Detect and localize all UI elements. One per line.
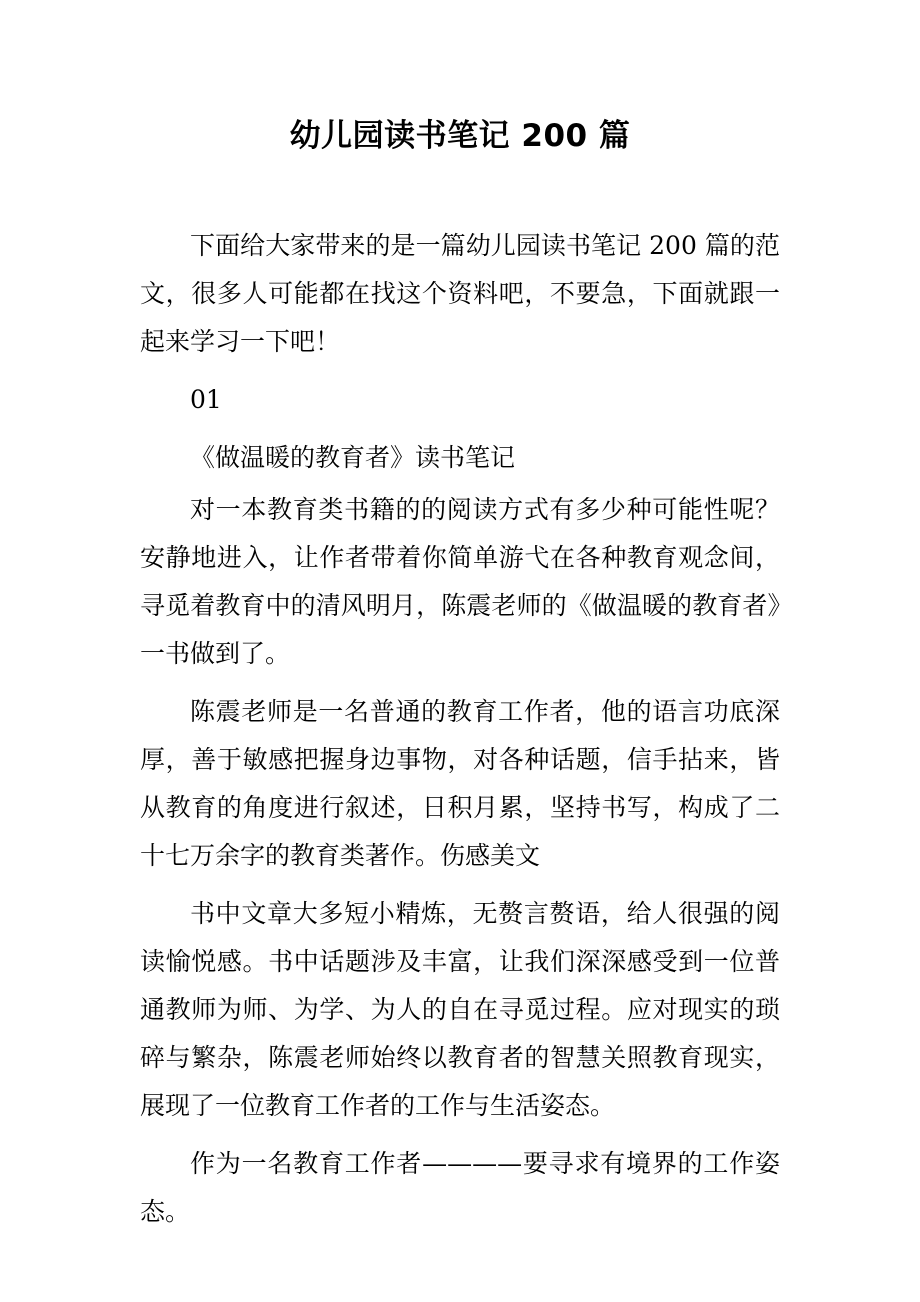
body-paragraph: 对一本教育类书籍的的阅读方式有多少种可能性呢？安静地进入，让作者带着你简单游弋在各种教育观念间，寻觅着教育中的清风明月，陈震老师的《做温暖的教育者》一书做到了。 bbox=[140, 495, 780, 668]
document-title: 幼儿园读书笔记 200 篇 bbox=[289, 118, 631, 154]
body-paragraph: 书中文章大多短小精炼，无赘言赘语，给人很强的阅读愉悦感。书中话题涉及丰富，让我们深深感受到一位普通教师为师、为学、为人的自在寻觅过程。应对现实的琐碎与繁杂，陈震老师始终以教育者的智慧关照教育现实，展现了一位教育工作者的工作与生活姿态。 bbox=[140, 899, 780, 1120]
intro-paragraph: 下面给大家带来的是一篇幼儿园读书笔记 200 篇的范文，很多人可能都在找这个资料吧，不要急，下面就跟一起来学习一下吧！ bbox=[140, 231, 780, 356]
body-paragraph: 作为一名教育工作者————要寻求有境界的工作姿态。 bbox=[140, 1149, 780, 1226]
document-body bbox=[140, 222, 780, 1236]
body-paragraph: 陈震老师是一名普通的教育工作者，他的语言功底深厚，善于敏感把握身边事物，对各种话题，信手拈来，皆从教育的角度进行叙述，日积月累，坚持书写，构成了二十七万余字的教育类著作。伤感美文 bbox=[140, 697, 780, 870]
section-heading: 《做温暖的教育者》读书笔记 bbox=[190, 443, 516, 472]
section-number: 01 bbox=[190, 385, 222, 414]
